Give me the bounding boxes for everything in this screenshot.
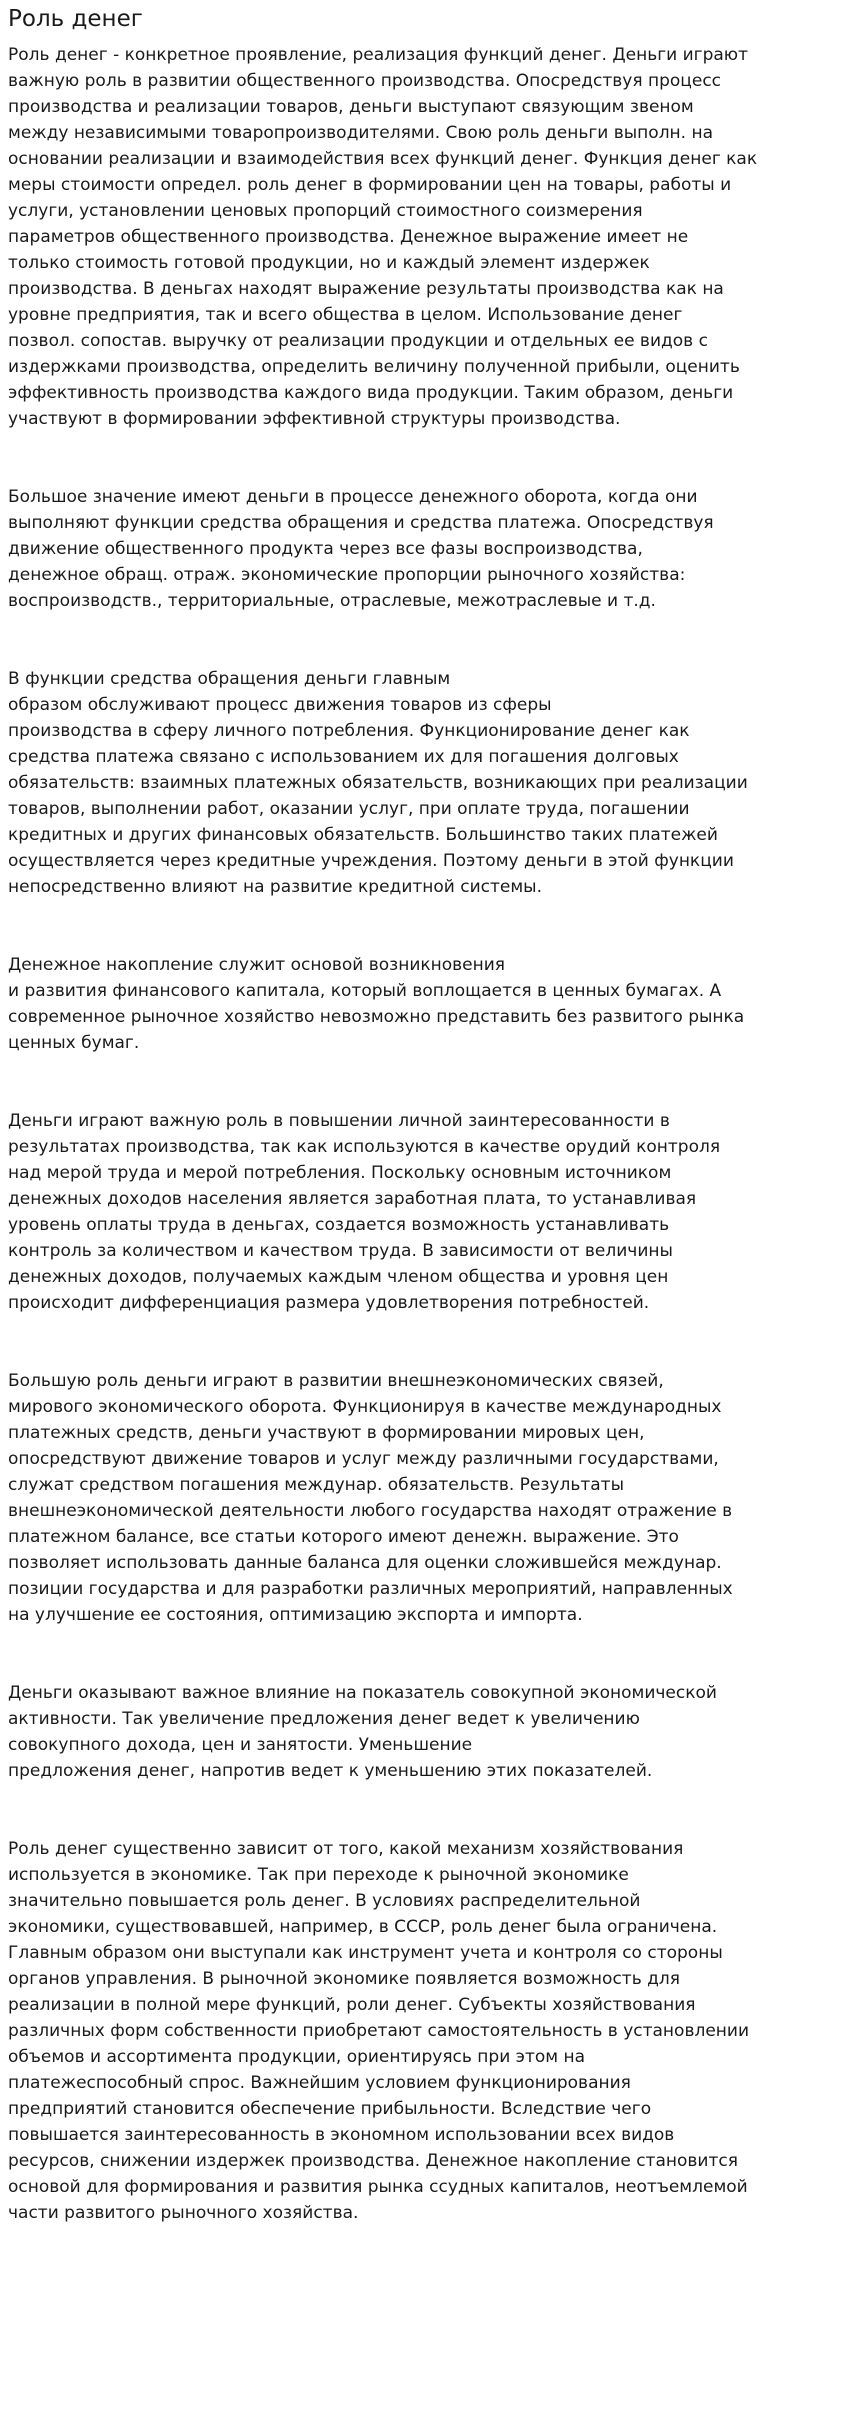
paragraph-8: Роль денег существенно зависит от того, какой механизм хозяйствования используется в экономике. Так при переходе к рыночной экономике значительно повышается роль денег. В условиях распределительной экономики, существовавшей, например, в СССР, роль денег была ограничена. Главным образом они выступали как инструмент учета и контроля со стороны органов управления. В рыночной экономике появляется возможность для реализации в полной мере функций, роли денег. Субъекты хозяйствования различных форм собственности приобретают самостоятельность в установлении объемов и ассортимента продукции, ориентируясь при этом на платежеспособный спрос. Важнейшим условием функционирования предприятий становится обеспечение прибыльности. Вследствие чего повышается заинтересованность в экономном использовании всех видов ресурсов, снижении издержек производства. Денежное накопление становится основой для формирования и развития рынка ссудных капиталов, неотъемлемой части развитого рыночного хозяйства. bbox=[8, 1839, 750, 2223]
paragraph-gap bbox=[8, 1316, 840, 1368]
paragraph-gap bbox=[8, 614, 840, 666]
paragraph-gap bbox=[8, 900, 840, 952]
paragraph-gap bbox=[8, 1784, 840, 1836]
document-page bbox=[8, 4, 840, 2226]
paragraph-5: Деньги играют важную роль в повышении личной заинтересованности в результатах производства, так как используются в качестве орудий контроля над мерой труда и мерой потребления. Поскольку основным источником денежных доходов населения является заработная плата, то устанавливая уровень оплаты труда в деньгах, создается возможность устанавливать контроль за количеством и качеством труда. В зависимости от величины денежных доходов, получаемых каждым членом общества и уровня цен происходит дифференциация размера удовлетворения потребностей. bbox=[8, 1111, 721, 1313]
paragraph-1: Роль денег - конкретное проявление, реализация функций денег. Деньги играют важную роль в развитии общественного производства. Опосредствуя процесс производства и реализации товаров, деньги выступают связующим звеном между независимыми товаропроизводителями. Свою роль деньги выполн. на основании реализации и взаимодействия всех функций денег. Функция денег как меры стоимости определ. роль денег в формировании цен на товары, работы и услуги, установлении ценовых пропорций стоимостного соизмерения параметров общественного производства. Денежное выражение имеет не только стоимость готовой продукции, но и каждый элемент издержек производства. В деньгах находят выражение результаты производства как на уровне предприятия, так и всего общества в целом. Использование денег позвол. сопостав. выручку от реализации продукции и отдельных ее видов с издержками производства, определить величину полученной прибыли, оценить эффективность производства каждого вида продукции. Таким образом, деньги участвуют в формировании эффективной структуры производства. bbox=[8, 45, 758, 429]
paragraph-7: Деньги оказывают важное влияние на показатель совокупной экономической активности. Так увеличение предложения денег ведет к увеличению совокупного дохода, цен и занятости. Уменьшение предложения денег, напротив ведет к уменьшению этих показателей. bbox=[8, 1683, 717, 1781]
paragraph-gap bbox=[8, 1056, 840, 1108]
paragraph-gap bbox=[8, 1628, 840, 1680]
paragraph-3: В функции средства обращения деньги главным образом обслуживают процесс движения товаров из сферы производства в сферу личного потребления. Функционирование денег как средства платежа связано с использованием их для погашения долговых обязательств: взаимных платежных обязательств, возникающих при реализации товаров, выполнении работ, оказании услуг, при оплате труда, погашении кредитных и других финансовых обязательств. Большинство таких платежей осуществляется через кредитные учреждения. Поэтому деньги в этой функции непосредственно влияют на развитие кредитной системы. bbox=[8, 669, 748, 897]
document-title: Роль денег bbox=[8, 6, 143, 32]
paragraph-4: Денежное накопление служит основой возникновения и развития финансового капитала, который воплощается в ценных бумагах. А современное рыночное хозяйство невозможно представить без развитого рынка ценных бумаг. bbox=[8, 955, 745, 1053]
paragraph-gap bbox=[8, 432, 840, 484]
paragraph-6: Большую роль деньги играют в развитии внешнеэкономических связей, мирового экономического оборота. Функционируя в качестве международных платежных средств, деньги участвуют в формировании мировых цен, опосредствуют движение товаров и услуг между различными государствами, служат средством погашения междунар. обязательств. Результаты внешнеэкономической деятельности любого государства находят отражение в платежном балансе, все статьи которого имеют денежн. выражение. Это позволяет использовать данные баланса для оценки сложившейся междунар. позиции государства и для разработки различных мероприятий, направленных на улучшение ее состояния, оптимизацию экспорта и импорта. bbox=[8, 1371, 733, 1625]
paragraph-2: Большое значение имеют деньги в процессе денежного оборота, когда они выполняют функции средства обращения и средства платежа. Опосредствуя движение общественного продукта через все фазы воспроизводства, денежное обращ. отраж. экономические пропорции рыночного хозяйства: воспроизводств., территориальные, отраслевые, межотраслевые и т.д. bbox=[8, 487, 714, 611]
